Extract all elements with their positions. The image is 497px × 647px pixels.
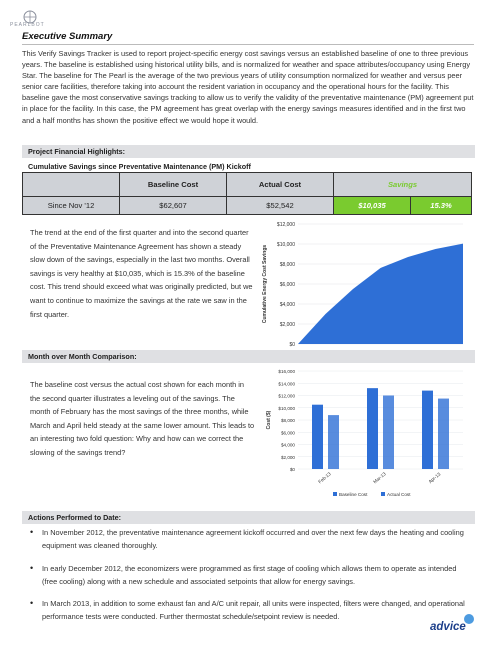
y-tick-label: $14,000 (278, 381, 295, 387)
y-tick-label: $0 (289, 467, 295, 472)
header-baseline: Baseline Cost (120, 173, 227, 197)
advice-logo: advice (430, 621, 466, 633)
highlights-band (22, 145, 475, 158)
bullet-icon: • (30, 598, 34, 608)
header-savings: Savings (334, 173, 472, 197)
bar-actual (383, 396, 394, 470)
mom-band (22, 350, 475, 363)
savings-area (298, 244, 463, 344)
y-axis-label: Cost ($) (266, 410, 272, 430)
y-tick-label: $2,000 (279, 322, 295, 328)
savings-amount: $10,035 (334, 197, 411, 215)
y-tick-label: $2,000 (280, 454, 295, 460)
actions-heading: Actions Performed to Date: (28, 513, 122, 522)
mom-paragraph: The baseline cost versus the actual cost shown for each month in the second quarter illustrates a leveling out of the savings. The month of February has the most savings of the three months, while March and April held steady at the same lower amount. This leads to an interesting two fold question: Why and how can we correct the slowing of the savings trend? (30, 380, 255, 457)
summary-paragraph: This Verify Savings Tracker is used to report project-specific energy cost savings versus an established baseline of one to three previous years. The baseline is established using historical utility bills, and is normalized for weather and space attributes/occupancy using Energy Star. The baseline for The Pearl is the average of the two previous years of utility consumption normalized for weather and versus peer senior care facilities, therefore taking into account the resident variation in occupancy and the operational hours for the facility. This baseline gave the most conservative savings tracking to allow us to verify the validity of the preventative maintenance (PM) agreement put in place for the facility. In this case, the PM agreement has great overlap with the energy savings measures identified and in the first two and a half months has shown the positive effect we would hope it would. (22, 49, 474, 125)
section-title: Executive Summary (22, 31, 113, 42)
header-actual: Actual Cost (227, 173, 334, 197)
table-title: Cumulative Savings since Preventative Maintenance (PM) Kickoff (28, 162, 251, 171)
y-tick-label: $8,000 (280, 418, 295, 423)
bullet-icon: • (30, 563, 34, 573)
action-item: In early December 2012, the economizers were programmed as first stage of cooling which allows them to operate as intended (free cooling) along with a new schedule and associated setpoints that allow for energy savings. (42, 564, 457, 586)
legend-label: Actual Cost (387, 492, 411, 497)
table-corner (23, 173, 120, 197)
legend-swatch (381, 492, 385, 496)
baseline-value: $62,607 (120, 197, 227, 215)
y-tick-label: $8,000 (279, 262, 295, 268)
action-item: In November 2012, the preventative maintenance agreement kickoff occurred and over the next few days the heating and cooling equipment was cleaned thoroughly. (42, 528, 464, 550)
legend-label: Baseline Cost (339, 492, 368, 497)
y-tick-label: $12,000 (278, 393, 295, 399)
y-axis-label: Cumulative Energy Cost Savings (262, 244, 268, 324)
x-tick-label: Apr-13 (427, 471, 442, 485)
y-tick-label: $0 (289, 342, 295, 348)
highlights-heading: Project Financial Highlights: (28, 147, 126, 156)
legend-swatch (333, 492, 337, 496)
y-tick-label: $12,000 (276, 222, 295, 228)
y-tick-label: $4,000 (280, 442, 295, 448)
bar-actual (438, 399, 449, 469)
mom-heading: Month over Month Comparison: (28, 352, 137, 361)
row-label: Since Nov '12 (23, 197, 120, 215)
logo-text: PEARLBOT (10, 22, 45, 28)
y-tick-label: $10,000 (278, 405, 295, 411)
bar-actual (328, 415, 339, 469)
x-tick-label: Feb-13 (317, 471, 332, 485)
savings-percent: 15.3% (410, 197, 471, 215)
actions-band (22, 511, 475, 524)
bullet-icon: • (30, 527, 34, 537)
y-tick-label: $4,000 (279, 302, 295, 308)
action-item: In March 2013, in addition to some exhaust fan and A/C unit repair, all units were inspected, filters were changed, and operational performance tests were conducted. Further thermostat schedule/setpoint review is needed. (42, 599, 465, 621)
bar-baseline (312, 405, 323, 469)
savings-table (22, 172, 472, 215)
bar-baseline (367, 388, 378, 469)
cumulative-savings-chart (258, 218, 478, 370)
trend-paragraph: The trend at the end of the first quarter and into the second quarter of the Preventative Maintenance Agreement has shown a steady slow down of the savings, especially in the last two months. Overall savings is very healthy at $10,035, which is 15.3% of the baseline cost. This trend should exceed what was originally predicted, but we want to continue to maximize the savings at the rate we saw in the first quarter. (30, 228, 253, 319)
y-tick-label: $16,000 (278, 369, 295, 374)
y-tick-label: $6,000 (279, 282, 295, 288)
y-tick-label: $10,000 (276, 242, 295, 248)
actual-value: $52,542 (227, 197, 334, 215)
x-tick-label: Mar-13 (372, 471, 387, 485)
y-tick-label: $6,000 (280, 430, 295, 436)
month-comparison-chart (258, 367, 478, 509)
bar-baseline (422, 391, 433, 469)
divider (22, 44, 474, 45)
